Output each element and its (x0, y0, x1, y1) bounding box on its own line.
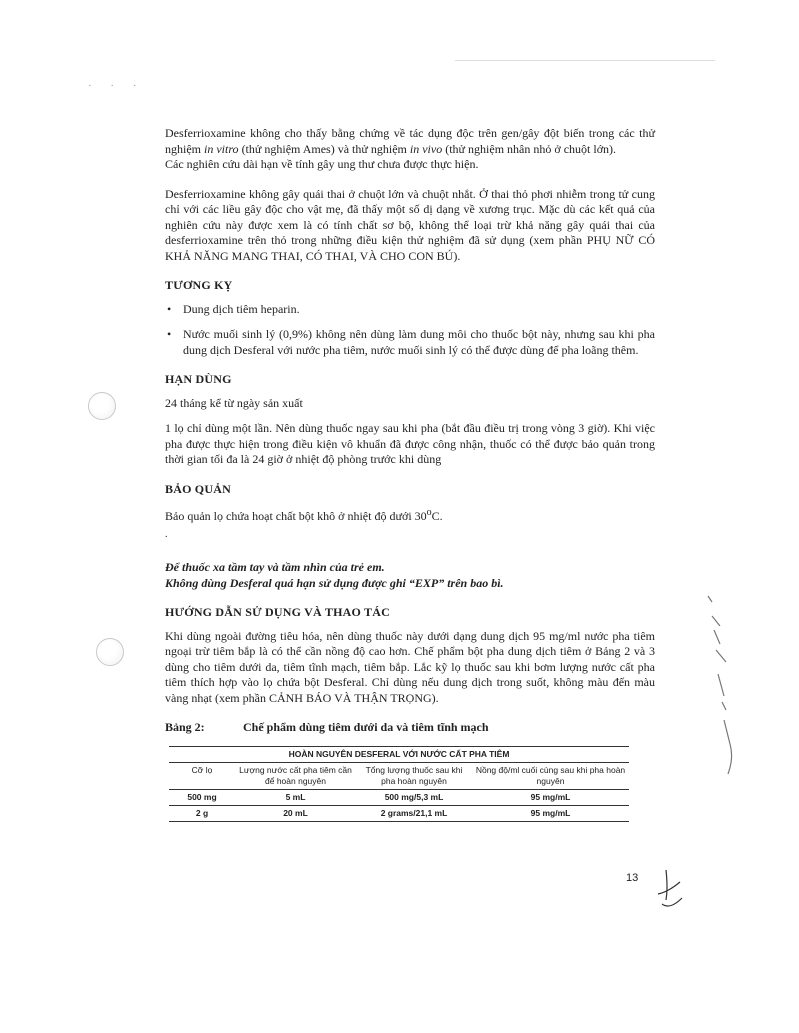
text-span: (thử nghiệm Ames) và thử nghiệm (238, 141, 410, 156)
scan-dots: · · · (88, 80, 145, 92)
table-label: Bảng 2: (165, 720, 205, 734)
column-header: Lượng nước cất pha tiêm cần để hoàn nguyên (235, 762, 356, 789)
table-header-row (169, 762, 629, 789)
list-item: • Dung dịch tiêm heparin. (183, 302, 655, 318)
list-item: • Nước muối sinh lý (0,9%) không nên dùng làm dung môi cho thuốc bột này, nhưng sau khi pha dung dịch Desferal với nước pha tiêm, nước muối sinh lý có thể được dùng để pha loãng thêm. (183, 327, 655, 358)
shelf-life-paragraph: 24 tháng kể từ ngày sản xuất (165, 395, 303, 410)
section-heading-han-dung: HẠN DÙNG (165, 372, 232, 386)
table-cell: 5 mL (235, 789, 356, 805)
warning-line-children: Để thuốc xa tầm tay và tầm nhìn của trẻ em. (165, 560, 385, 574)
incompatibility-list (165, 302, 655, 359)
table-row (169, 805, 629, 821)
punch-hole-icon (96, 638, 124, 666)
table-cell: 95 mg/mL (472, 805, 629, 821)
text-span: Desferrioxamine không cho thấy bằng chứng về tác dụng độc trên gen/gây đột biến trong các thử nghiệm (165, 126, 655, 156)
table-cell: 500 mg (169, 789, 235, 805)
page-number: 13 (626, 872, 639, 884)
section-heading-huong-dan: HƯỚNG DẪN SỬ DỤNG VÀ THAO TÁC (165, 605, 390, 619)
section-heading-bao-quan: BẢO QUẢN (165, 481, 231, 496)
table-cell: 500 mg/5,3 mL (356, 789, 472, 805)
table-cell: 2 grams/21,1 mL (356, 805, 472, 821)
warning-line-expiry: Không dùng Desferal quá hạn sử dụng được ghi “EXP” trên bao bì. (165, 575, 504, 590)
text-italic: in vivo (409, 141, 443, 156)
table-cell: 2 g (169, 805, 235, 821)
degree-superscript: o (426, 507, 432, 518)
scan-edge-line (455, 60, 715, 61)
stray-dot: . (165, 528, 168, 540)
instructions-paragraph: Khi dùng ngoài đường tiêu hóa, nên dùng thuốc này dưới dạng dung dịch 95 mg/ml nước pha tiêm ngoại trừ tiêm bắp là có thể cần nồng độ cao hơn. Chế phẩm bột pha dung dịch tiêm ở Bảng 2 và 3 dùng cho tiêm dưới da, tiêm tĩnh mạch, tiêm bắp. Lắc kỹ lọ thuốc sau khi bơm lượng nước cất pha tiêm thích hợp vào lọ chứa bột Desferal. Chỉ dùng nếu dung dịch trong suốt, không màu đến màu vàng nhạt (xem phần CẢNH BÁO VÀ THẬN TRỌNG). (165, 628, 655, 705)
table-title: HOÀN NGUYÊN DESFERAL VỚI NƯỚC CẤT PHA TIÊM (169, 746, 629, 762)
column-header: Tổng lượng thuốc sau khi pha hoàn nguyên (356, 762, 472, 789)
signature-icon (652, 868, 692, 913)
table-caption (165, 720, 655, 736)
table-title-row (169, 746, 629, 762)
text-span: C. (431, 509, 443, 523)
text-italic: in vitro (204, 141, 239, 156)
teratogenicity-paragraph: Desferrioxamine không gây quái thai ở chuột lớn và chuột nhắt. Ở thai thỏ phơi nhiễm trong tử cung chỉ với các liều gây độc cho vật mẹ, đã thấy một số dị dạng về xương trục. Mặc dù các kết quả của nghiên cứu này được xem là có tính chất sơ bộ, không thể loại trừ khả năng gây quái thai của desferrioxamine trên thỏ trong những điều kiện thử nghiệm đã sử dụng (xem phần PHỤ NỮ CÓ KHẢ NĂNG MANG THAI, CÓ THAI, VÀ CHO CON BÚ). (165, 186, 655, 263)
table-row (169, 789, 629, 805)
storage-paragraph (165, 505, 655, 525)
section-heading-tuong-ky: TƯƠNG KỴ (165, 278, 233, 292)
carcinogenicity-paragraph: Các nghiên cứu dài hạn về tính gây ung thư chưa được thực hiện. (165, 157, 479, 171)
punch-hole-icon (88, 392, 116, 420)
text-span: Bảo quản lọ chứa hoạt chất bột khô ở nhiệt độ dưới 30 (165, 509, 427, 523)
text-span: (thử nghiệm nhân nhỏ ở chuột lớn). (442, 141, 617, 156)
table-cell: 20 mL (235, 805, 356, 821)
genotoxicity-paragraph (165, 126, 655, 157)
column-header: Nồng độ/ml cuối cùng sau khi pha hoàn nguyên (472, 762, 629, 789)
table-caption-text: Chế phẩm dùng tiêm dưới da và tiêm tĩnh mạch (243, 720, 489, 734)
table-cell: 95 mg/mL (472, 789, 629, 805)
column-header: Cỡ lọ (169, 762, 235, 789)
document-page (165, 126, 655, 822)
reconstitution-table (169, 746, 629, 822)
usage-after-reconstitution-paragraph: 1 lọ chỉ dùng một lần. Nên dùng thuốc ngay sau khi pha (bắt đầu điều trị trong vòng 3 giờ). Khi việc pha được thực hiện trong điều kiện vô khuẩn đã được công nhận, thuốc có thể được bảo quản trong thời gian tối đa là 24 giờ ở nhiệt độ phòng trước khi dùng (165, 421, 655, 466)
margin-scribble-icon (700, 590, 740, 790)
warning-block (165, 560, 655, 591)
